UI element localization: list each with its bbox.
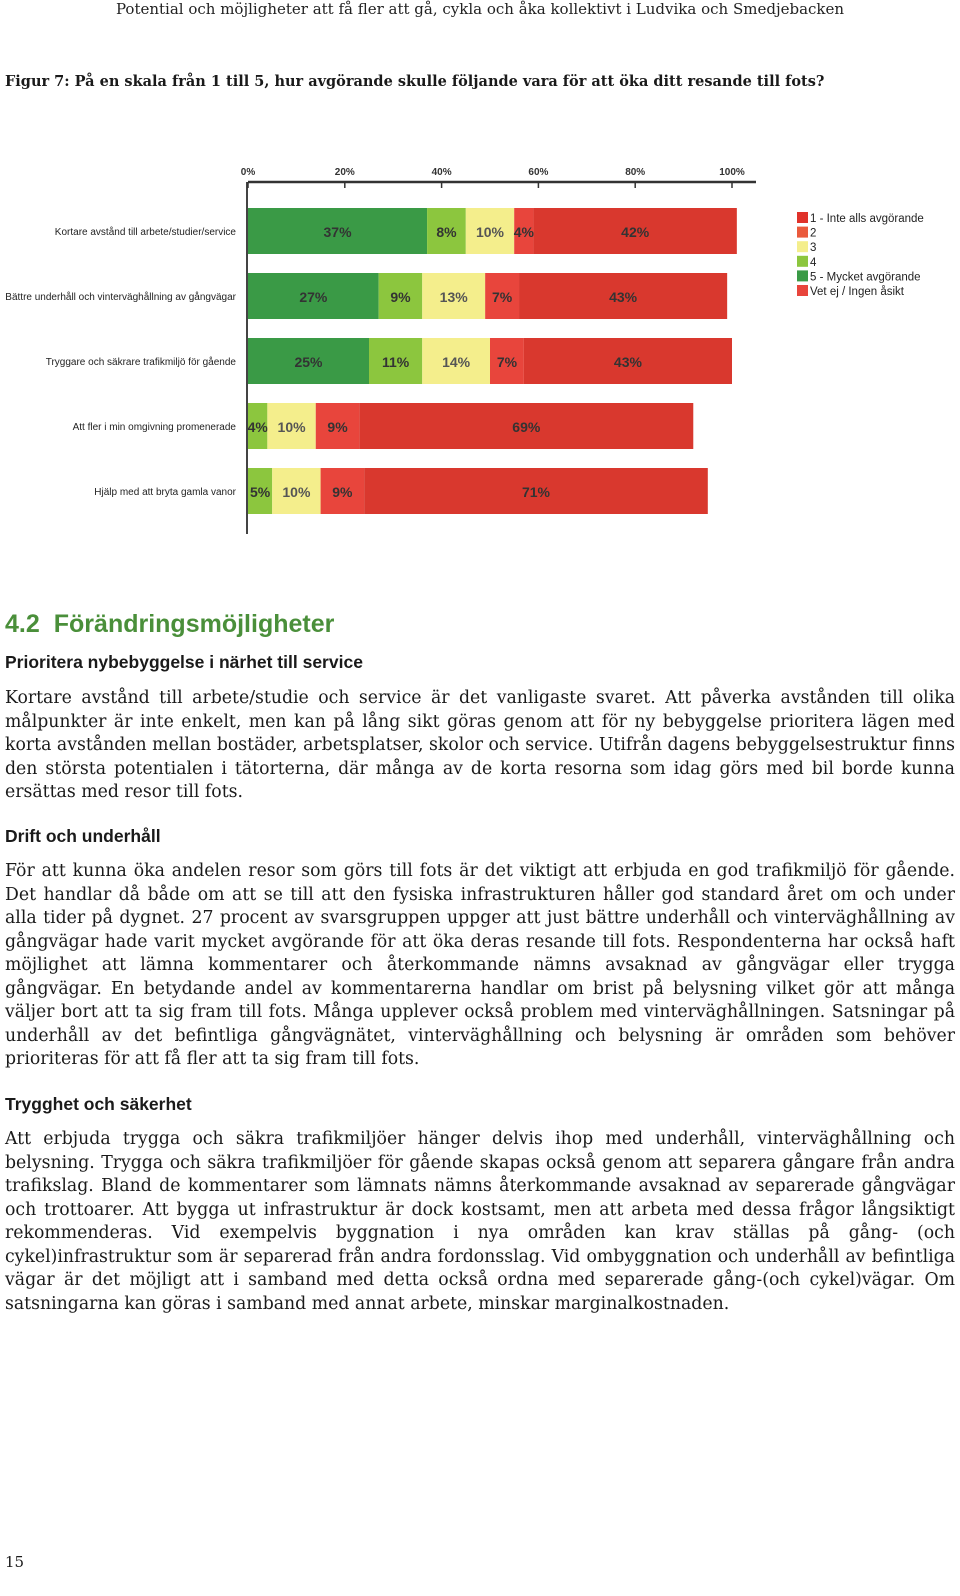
data-label: 9%	[390, 289, 411, 305]
data-label: 10%	[277, 419, 306, 435]
paragraph-prioritera: Kortare avstånd till arbete/studie och service är det vanligaste svaret. Att påverka avstånden till olika målpunkter är inte enkelt, men kan på lång sikt göras genom att för ny bebyggelse prioritera lägen med korta avstånden mellan bostäder, arbetsplatser, skolor och service. Utifrån dagens bebyggelsestruktur finns den största potentialen i tätorterna, där många av de korta resorna som idag görs med bil borde kunna ersättas med resor till fots.	[5, 688, 955, 802]
paragraph-drift: För att kunna öka andelen resor som görs till fots är det viktigt att erbjuda en god trafikmiljö för gående. Det handlar då både om att se till att den fysiska infrastrukturen håller god standard året om och under alla tider på dygnet. 27 procent av svarsgruppen uppger att just bättre underhåll och vinterväghållning av gångvägar hade varit mycket avgörande för att öka deras resande till fots. Respondenterna har också haft möjlighet att lämna kommentarer och återkommande nämns avsaknad av gångvägar eller trygga gångvägar. En betydande andel av kommentarerna handlar om brist på belysning vilket gör att många väljer bort att ta sig fram till fots. Många upplever också problem med vinterväghållningen. Satsningar på underhåll av det befintliga gångvägnätet, vinterväghållning och belysning är områden som behöver prioriteras för att få fler att ta sig fram till fots.	[5, 861, 955, 1069]
category-label: Tryggare och säkrare trafikmiljö för gående	[45, 357, 236, 368]
data-label: 10%	[282, 484, 311, 500]
legend-swatch	[797, 227, 808, 238]
data-label: 11%	[381, 354, 410, 370]
section-title: Förändringsmöjligheter	[53, 610, 335, 638]
legend-swatch	[797, 241, 808, 252]
subheading-drift: Drift och underhåll	[5, 826, 161, 846]
x-tick-label: 40%	[431, 167, 452, 178]
legend-swatch	[797, 285, 808, 296]
section-heading	[5, 610, 334, 639]
subheading-prioritera: Prioritera nybebyggelse i närhet till service	[5, 652, 363, 672]
legend-swatch	[797, 256, 808, 267]
data-label: 69%	[512, 419, 541, 435]
data-label: 25%	[294, 354, 323, 370]
data-label: 37%	[323, 224, 352, 240]
x-tick-label: 100%	[719, 167, 745, 178]
category-label: Bättre underhåll och vinterväghållning av gångvägar	[5, 292, 236, 303]
legend-label: 3	[810, 242, 817, 255]
category-label: Att fler i min omgivning promenerade	[72, 422, 236, 433]
legend-label: 5 - Mycket avgörande	[810, 271, 921, 284]
legend-label: 2	[810, 227, 817, 240]
legend-swatch	[797, 212, 808, 223]
category-label: Hjälp med att bryta gamla vanor	[94, 487, 236, 498]
data-label: 4%	[513, 224, 534, 240]
data-label: 27%	[299, 289, 328, 305]
data-label: 7%	[496, 354, 518, 370]
data-label: 10%	[475, 224, 505, 240]
data-label: 71%	[521, 484, 550, 500]
chart	[0, 155, 960, 550]
x-tick-label: 20%	[334, 167, 355, 178]
data-label: 14%	[442, 354, 471, 370]
stacked-bar-chart	[0, 155, 960, 550]
paragraph-trygghet: Att erbjuda trygga och säkra trafikmiljöer hänger delvis ihop med underhåll, vinterväghållning och belysning. Trygga och säkra trafikmiljöer för gående skapas också genom att separera gångare från andra trafikslag. Bland de kommentarer som lämnats nämns återkommande avsaknad av separerade gångvägar och trottoarer. Att bygga ut infrastruktur är dock kostsamt, men att arbeta med dessa frågor långsiktigt rekommenderas. Vid exempelvis byggnation i nya områden kan krav ställas på gång- (och cykel)infrastruktur som är separerad från andra fordonsslag. Vid ombyggnation och underhåll av befintliga vägar är det möjligt att i samband med detta också ordna med separerade gång-(och cykel)vägar. Om satsningarna kan göras i samband med annat arbete, minskar marginalkostnaden.	[5, 1129, 955, 1314]
data-label: 13%	[439, 289, 468, 305]
data-label: 43%	[609, 289, 638, 305]
x-tick-label: 0%	[240, 167, 256, 178]
legend-swatch	[797, 270, 808, 281]
legend-label: Vet ej / Ingen åsikt	[810, 286, 904, 298]
legend-label: 1 - Inte alls avgörande	[810, 213, 924, 225]
data-label: 8%	[436, 224, 457, 240]
data-label: 9%	[332, 484, 353, 500]
data-label: 4%	[247, 419, 268, 435]
page-number: 15	[5, 1553, 25, 1571]
subheading-trygghet: Trygghet och säkerhet	[5, 1094, 192, 1114]
data-label: 43%	[613, 354, 642, 370]
data-label: 42%	[621, 224, 650, 240]
category-label: Kortare avstånd till arbete/studier/service	[54, 227, 236, 238]
figure-caption: Figur 7: På en skala från 1 till 5, hur avgörande skulle följande vara för att öka ditt resande till fots?	[5, 73, 825, 90]
running-header: Potential och möjligheter att få fler att gå, cykla och åka kollektivt i Ludvika och Smedjebacken	[115, 0, 845, 18]
section-number: 4.2	[5, 610, 40, 638]
x-tick-label: 60%	[528, 167, 549, 178]
x-tick-label: 80%	[625, 167, 646, 178]
legend-label: 4	[810, 256, 817, 269]
data-label: 9%	[327, 419, 348, 435]
data-label: 7%	[491, 289, 513, 305]
data-label: 5%	[249, 484, 271, 500]
